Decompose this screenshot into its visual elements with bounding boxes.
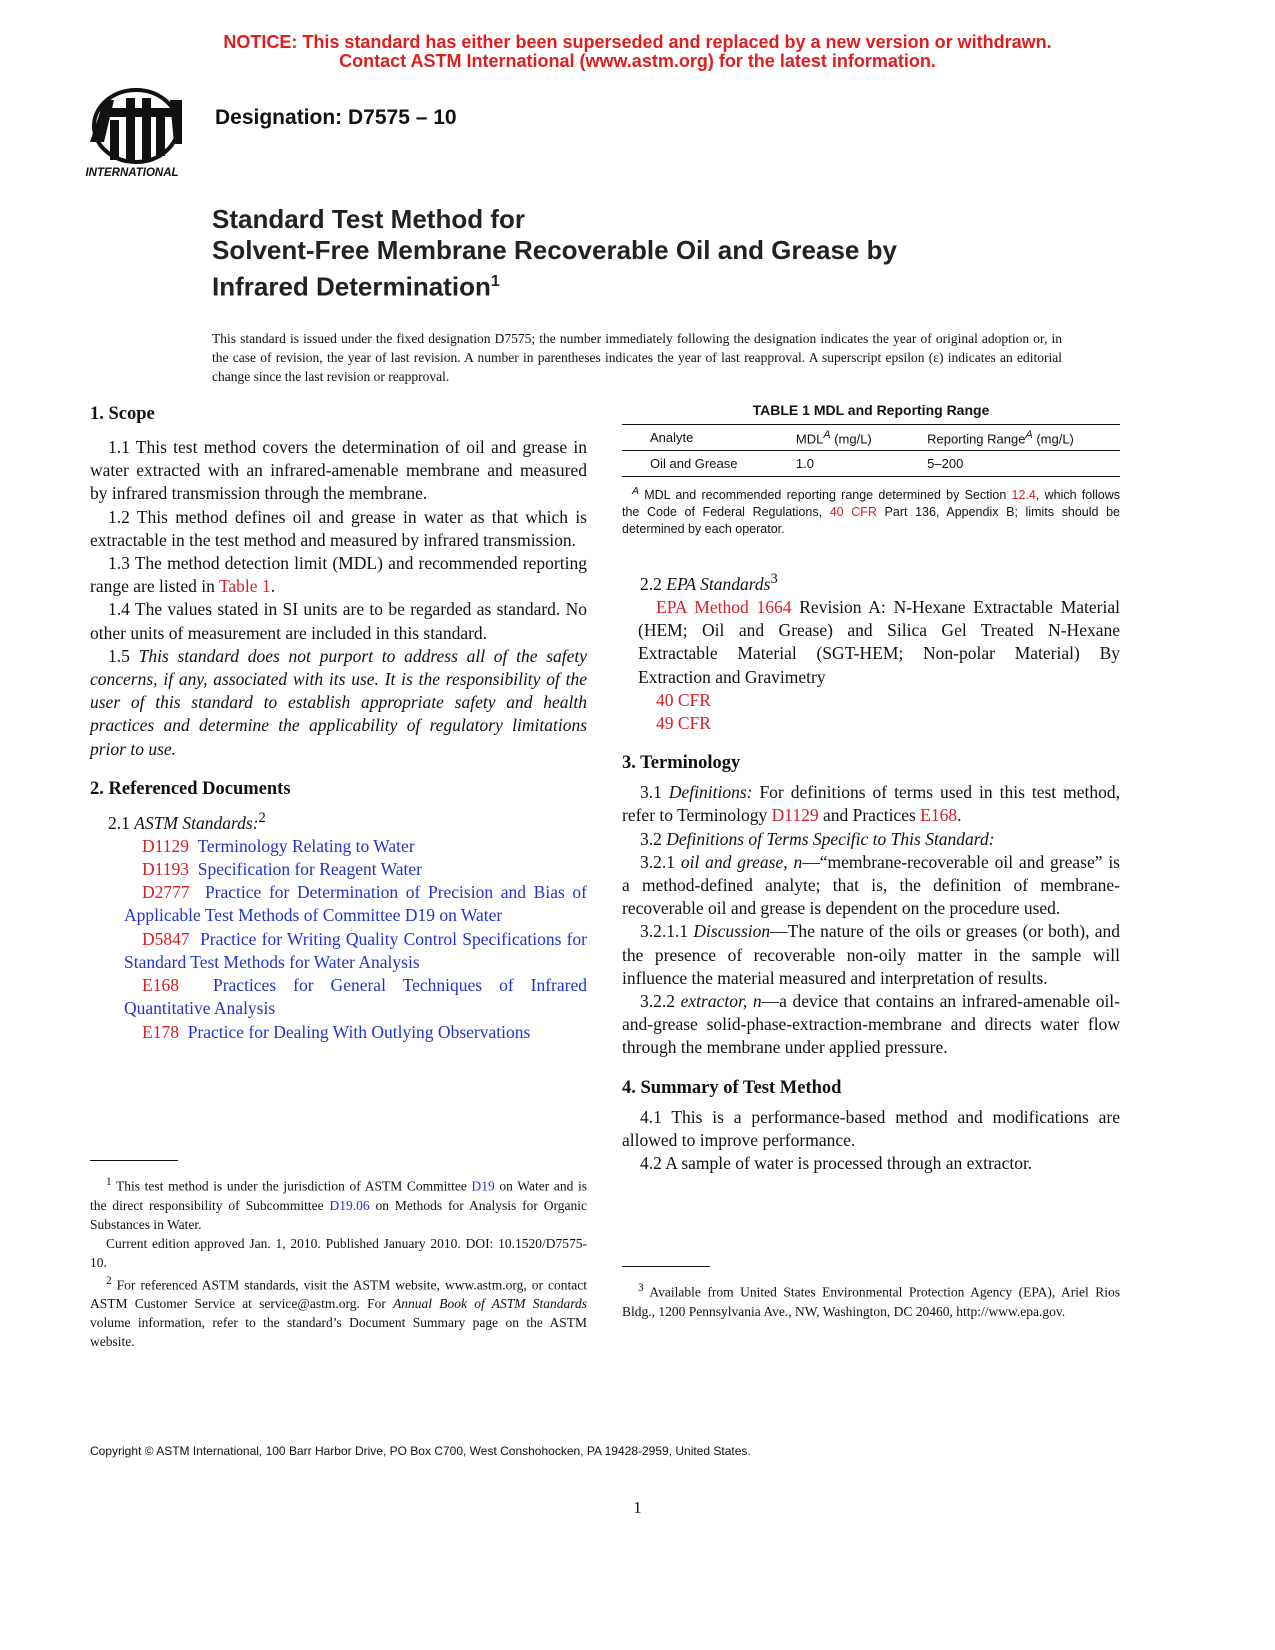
section-4-1: 4.1 This is a performance-based method and modifications are allowed to improve performance. <box>622 1106 1120 1150</box>
section-3-2-1: 3.2.1 oil and grease, n—“membrane-recoverable oil and grease” is a method-defined analyte; that is, the definition of membrane-recoverable oil and grease is dependent on the procedure used. <box>622 851 1120 919</box>
table-1-caption: TABLE 1 MDL and Reporting Range <box>752 402 990 418</box>
d1129-link[interactable]: D1129 <box>771 805 819 826</box>
copyright: Copyright © ASTM International, 100 Barr Harbor Drive, PO Box C700, West Conshohocken, PA 19428-2959, United States. <box>90 1444 751 1458</box>
section-1-3: 1.3 The method detection limit (MDL) and recommended reporting range are listed in Table 1. <box>90 553 587 597</box>
terminology-heading: 3. Terminology <box>622 753 741 774</box>
d19-06-link[interactable]: D19.06 <box>329 1197 370 1213</box>
ref-49-cfr[interactable]: 49 CFR <box>656 713 711 734</box>
table-row <box>622 451 1120 477</box>
ref-d1193[interactable]: D1193 Specification for Reagent Water <box>142 859 422 880</box>
section-3-2-2: 3.2.2 extractor, n—a device that contains an infrared-amenable oil-and-grease solid-phase-extraction-membrane and directs water flow through the membrane under applied pressure. <box>622 991 1120 1058</box>
mdl-table <box>622 424 1120 477</box>
title-line-2: Solvent-Free Membrane Recoverable Oil and Grease by <box>212 235 897 265</box>
col-reporting-range: Reporting Range$^A$ (mg/L) <box>899 425 1120 451</box>
ref-epa-method-1664[interactable]: EPA Method 1664 Revision A: N-Hexane Extractable Material (HEM; Oil and Grease) and Silica Gel Treated N-Hexane Extractable Material (SGT-HEM; Non-polar Material) By Extraction and Gravimetry <box>638 597 1120 687</box>
footnote-1: $^1$ This test method is under the jurisdiction of ASTM Committee D19 on Water and is the direct responsibility of Subcommittee D19.06 on Methods for Analysis for Organic Substances in Water. <box>90 1176 587 1232</box>
section-1-1: 1.1 This test method covers the determination of oil and grease in water extracted with an infrared-amenable membrane and measured by infrared transmission through the membrane. <box>90 437 587 504</box>
astm-logo <box>70 86 200 180</box>
notice-line-2: Contact ASTM International (www.astm.org) for the latest information. <box>339 51 936 71</box>
section-3-2: 3.2 Definitions of Terms Specific to This Standard: <box>640 828 995 849</box>
table-1-link[interactable]: Table 1 <box>218 576 271 597</box>
title-line-1: Standard Test Method for <box>212 204 525 234</box>
document-title <box>212 204 1112 303</box>
footnotes-left <box>90 1173 587 1351</box>
right-column <box>622 568 1120 1175</box>
cell-analyte: Oil and Grease <box>622 451 768 477</box>
left-column <box>90 402 587 1044</box>
ref-e168[interactable]: E168 Practices for General Techniques of Infrared Quantitative Analysis <box>124 975 588 1019</box>
page-number: 1 <box>633 1498 642 1517</box>
title-line-3: Infrared Determination <box>212 271 491 302</box>
footnote-rule-left <box>90 1160 178 1161</box>
scope-heading: 1. Scope <box>90 404 155 424</box>
cell-range: 5–200 <box>899 451 1120 477</box>
summary-heading: 4. Summary of Test Method <box>622 1077 842 1098</box>
referenced-documents-heading: 2. Referenced Documents <box>90 778 291 799</box>
footnote-right <box>622 1279 1120 1321</box>
col-mdl: $MDL^A$ (mg/L) <box>768 425 899 451</box>
d19-link[interactable]: D19 <box>471 1178 495 1194</box>
ref-e178[interactable]: E178 Practice for Dealing With Outlying Observations <box>142 1021 531 1042</box>
e168-link[interactable]: E168 <box>920 805 958 826</box>
footnote-3: $^3$ Available from United States Environmental Protection Agency (EPA), Ariel Rios Bldg., 1200 Pennsylvania Ave., NW, Washington, DC 20460, http://www.epa.gov. <box>622 1282 1120 1319</box>
section-2-2: 2.2 EPA Standards$^3$ <box>640 571 778 594</box>
ref-d2777[interactable]: D2777 Practice for Determination of Precision and Bias of Applicable Test Methods of Committee D19 on Water <box>124 882 587 926</box>
ref-d5847[interactable]: D5847 Practice for Writing Quality Control Specifications for Standard Test Methods for Water Analysis <box>124 928 587 972</box>
table-1-note: $^A$ MDL and recommended reporting range determined by Section 12.4, which follows the Code of Federal Regulations, 40 CFR Part 136, Appendix B; limits should be determined by each operator. <box>622 486 1121 537</box>
footnote-rule-right <box>622 1266 710 1267</box>
section-3-1: 3.1 Definitions: For definitions of terms used in this test method, refer to Terminology D1129 and Practices E168. <box>622 782 1121 826</box>
designation: Designation: D7575 – 10 <box>215 106 457 129</box>
ref-d1129[interactable]: D1129 Terminology Relating to Water <box>142 835 415 856</box>
footnote-1-edition: Current edition approved Jan. 1, 2010. Published January 2010. DOI: 10.1520/D7575-10. <box>90 1235 587 1270</box>
col-analyte: Analyte <box>622 425 768 451</box>
section-2-1: 2.1 ASTM Standards:$^2$ <box>108 809 266 833</box>
section-3-2-1-1: 3.2.1.1 Discussion—The nature of the oils or greases (or both), and the presence of recoverable non-oily matter in the sample will influence the material measured and interpretation of results. <box>622 921 1120 988</box>
logo-sub-label: INTERNATIONAL <box>85 167 179 179</box>
ref-40-cfr[interactable]: 40 CFR <box>656 689 711 710</box>
section-4-2: 4.2 A sample of water is processed through an extractor. <box>640 1153 1033 1174</box>
title-footnote-mark: 1 <box>490 273 500 290</box>
section-12-4-link[interactable]: 12.4 <box>1011 488 1036 503</box>
section-1-5: 1.5 This standard does not purport to address all of the safety concerns, if any, associated with its use. It is the responsibility of the user of this standard to establish appropriate safety and health practices and determine the applicability of regulatory limitations prior to use. <box>90 645 588 759</box>
notice-line-1: NOTICE: This standard has either been superseded and replaced by a new version or withdrawn. <box>223 32 1052 52</box>
footnote-2: $^2$ For referenced ASTM standards, visit the ASTM website, www.astm.org, or contact ASTM Customer Service at service@astm.org. For Annual Book of ASTM Standards volume information, refer to the standard’s Document Summary page on the ASTM website. <box>90 1274 588 1349</box>
table-1 <box>622 402 1120 538</box>
section-1-4: 1.4 The values stated in SI units are to be regarded as standard. No other units of measurement are included in this standard. <box>90 599 587 643</box>
40-cfr-link[interactable]: 40 CFR <box>829 505 877 520</box>
issuance-note: This standard is issued under the fixed designation D7575; the number immediately following the designation indicates the year of original adoption or, in the case of revision, the year of last revision. A number in parentheses indicates the year of last reapproval. A superscript epsilon (ε) indicates an editorial change since the last revision or reapproval. <box>212 331 1062 384</box>
withdrawn-notice <box>0 33 1275 71</box>
section-1-2: 1.2 This method defines oil and grease in water as that which is extractable in the test method and measured by infrared transmission. <box>90 506 587 550</box>
cell-mdl: 1.0 <box>768 451 899 477</box>
